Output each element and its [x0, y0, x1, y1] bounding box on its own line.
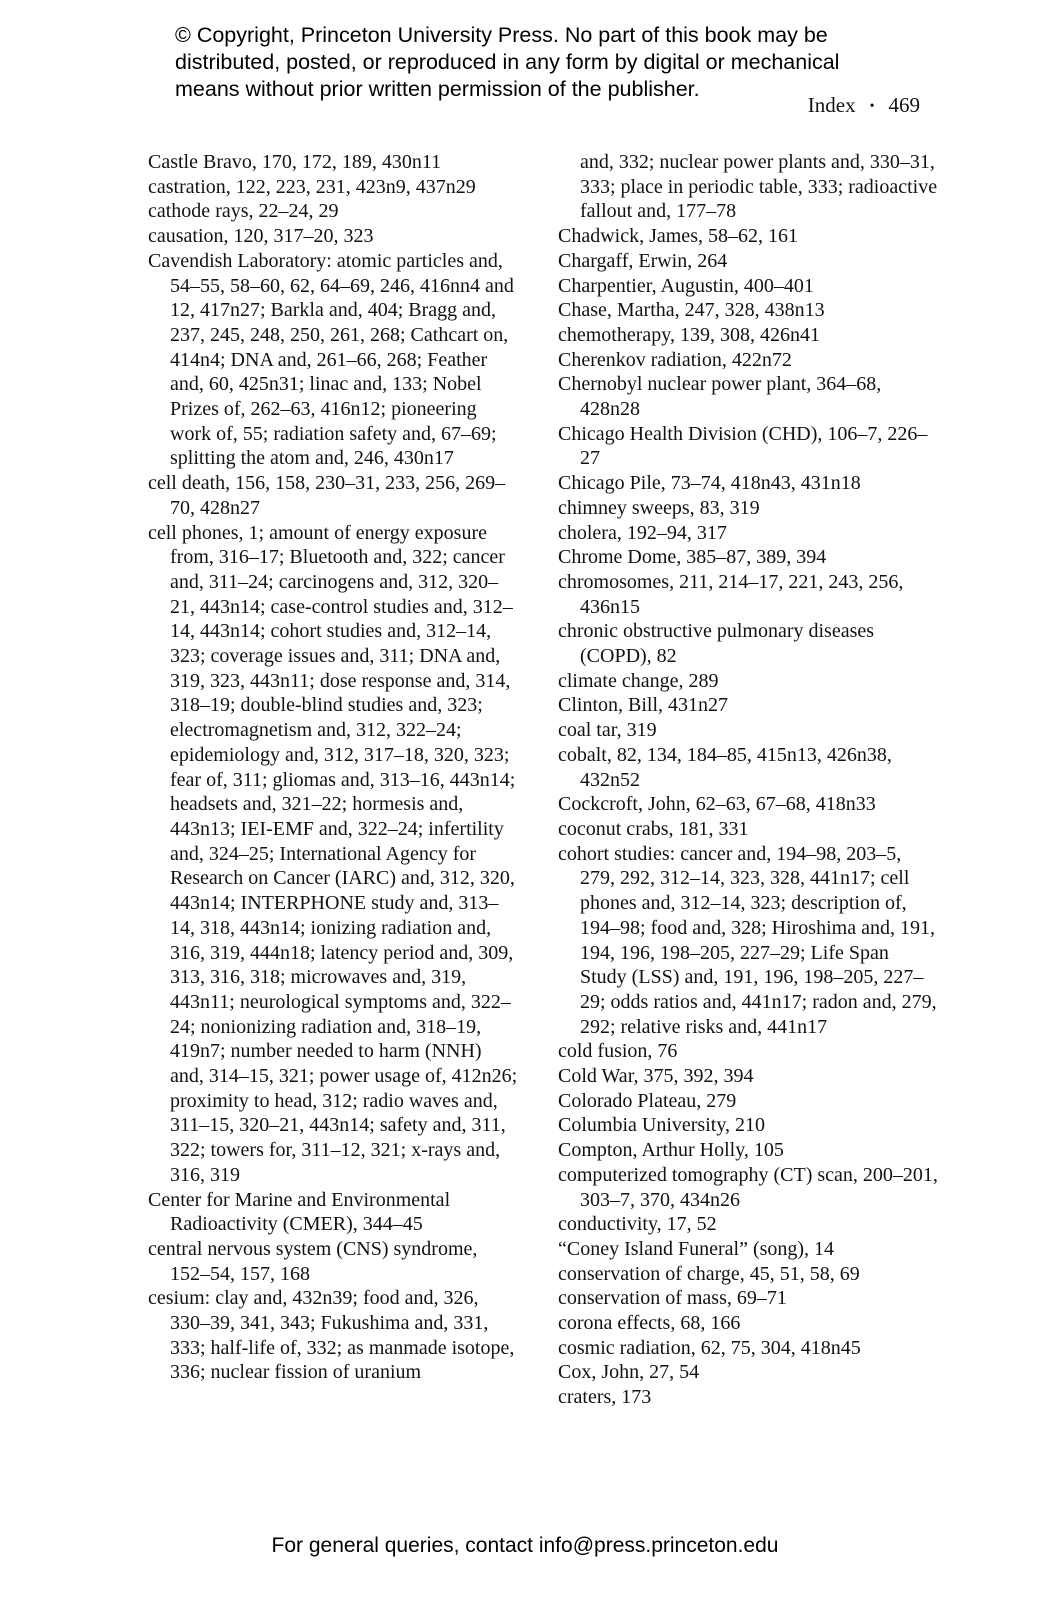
copyright-line: distributed, posted, or reproduced in any form by digital or mechanical: [175, 50, 840, 74]
index-entry: central nervous system (CNS) syndrome, 152–54, 157, 168: [148, 1237, 478, 1285]
index-entry: Chernobyl nuclear power plant, 364–68, 428n28: [558, 373, 882, 421]
index-entry: cell phones, 1; amount of energy exposure from, 316–17; Bluetooth and, 322; cancer and, 311–24; carcinogens and, 312, 320–21, 443n14; case-control studies and, 312–14, 443n14; cohort studies and, 312–14, 323; coverage issues and, 311; DNA and, 319, 323, 443n11; dose response and, 314, 318–19; double-blind studies and, 323; electromagnetism and, 312, 322–24; epidemiology and, 312, 317–18, 320, 323; fear of, 311; gliomas and, 313–16, 443n14; headsets and, 321–22; hormesis and, 443n13; IEI-EMF and, 322–24; infertility and, 324–25; International Agency for Research on Cancer (IARC) and, 312, 320, 443n14; INTERPHONE study and, 313–14, 318, 443n14; ionizing radiation and, 316, 319, 444n18; latency period and, 309, 313, 316, 318; microwaves and, 319, 443n11; neurological symptoms and, 322–24; nonionizing radiation and, 318–19, 419n7; number needed to harm (NNH) and, 314–15, 321; power usage of, 412n26; proximity to head, 312; radio waves and, 311–15, 320–21, 443n14; safety and, 311, 322; towers for, 311–12, 321; x-rays and, 316, 319: [148, 521, 518, 1186]
index-entry: cosmic radiation, 62, 75, 304, 418n45: [558, 1336, 861, 1359]
index-entry: Charpentier, Augustin, 400–401: [558, 274, 814, 297]
index-columns: [148, 150, 938, 1410]
index-entry: Chicago Health Division (CHD), 106–7, 226–27: [558, 422, 928, 470]
index-entry: cesium: clay and, 432n39; food and, 326, 330–39, 341, 343; Fukushima and, 331, 333; half-life of, 332; as manmade isotope, 336; nuclear fission of uranium: [148, 1287, 515, 1384]
page-footer: [0, 1534, 1050, 1558]
index-entry: Chicago Pile, 73–74, 418n43, 431n18: [558, 472, 861, 495]
index-entry: Center for Marine and Environmental Radioactivity (CMER), 344–45: [148, 1188, 451, 1236]
page-number: 469: [888, 93, 920, 117]
index-entry: chronic obstructive pulmonary diseases (COPD), 82: [558, 620, 875, 668]
index-entry: “Coney Island Funeral” (song), 14: [558, 1237, 835, 1260]
index-entry: Cold War, 375, 392, 394: [558, 1065, 754, 1088]
running-header: [808, 93, 920, 118]
index-entry: chromosomes, 211, 214–17, 221, 243, 256, 436n15: [558, 570, 904, 618]
index-entry: Cockcroft, John, 62–63, 67–68, 418n33: [558, 793, 876, 816]
bullet-separator-icon: •: [869, 99, 875, 114]
index-entry: Chrome Dome, 385–87, 389, 394: [558, 546, 827, 569]
index-entry: Chase, Martha, 247, 328, 438n13: [558, 299, 825, 322]
index-entry: Cox, John, 27, 54: [558, 1361, 700, 1384]
index-entry: cholera, 192–94, 317: [558, 521, 727, 544]
index-entry: conductivity, 17, 52: [558, 1213, 717, 1236]
index-entry: Chargaff, Erwin, 264: [558, 249, 728, 272]
index-entry: coconut crabs, 181, 331: [558, 817, 749, 840]
copyright-line: means without prior written permission of the publisher.: [175, 77, 700, 101]
index-entry: causation, 120, 317–20, 323: [148, 225, 374, 248]
index-entry: cold fusion, 76: [558, 1040, 678, 1063]
index-entry: coal tar, 319: [558, 719, 657, 742]
index-entry: chemotherapy, 139, 308, 426n41: [558, 323, 820, 346]
index-entry: Colorado Plateau, 279: [558, 1089, 737, 1112]
footer-text: For general queries, contact info@press.princeton.edu: [271, 1534, 779, 1557]
index-entry: Columbia University, 210: [558, 1114, 766, 1137]
index-entry: Compton, Arthur Holly, 105: [558, 1139, 784, 1162]
index-entry: Castle Bravo, 170, 172, 189, 430n11: [148, 151, 442, 173]
index-entry: cell death, 156, 158, 230–31, 233, 256, 269–70, 428n27: [148, 472, 506, 519]
section-title: Index: [807, 93, 856, 117]
index-entry: castration, 122, 223, 231, 423n9, 437n29: [148, 175, 476, 198]
copyright-line: © Copyright, Princeton University Press. No part of this book may be: [175, 23, 828, 47]
index-entry: conservation of charge, 45, 51, 58, 69: [558, 1262, 860, 1285]
left-column: [148, 150, 520, 1410]
index-entry: Clinton, Bill, 431n27: [558, 694, 729, 717]
index-entry: cobalt, 82, 134, 184–85, 415n13, 426n38, 432n52: [558, 743, 892, 791]
index-entry: chimney sweeps, 83, 319: [558, 496, 760, 519]
index-entry: Cavendish Laboratory: atomic particles and, 54–55, 58–60, 62, 64–69, 246, 416nn4 and 12, 417n27; Barkla and, 404; Bragg and, 237, 245, 248, 250, 261, 268; Cathcart on, 414n4; DNA and, 261–66, 268; Feather and, 60, 425n31; linac and, 133; Nobel Prizes of, 262–63, 416n12; pioneering work of, 55; radiation safety and, 67–69; splitting the atom and, 246, 430n17: [148, 249, 514, 470]
index-entry: cathode rays, 22–24, 29: [148, 200, 339, 223]
index-entry: computerized tomography (CT) scan, 200–201, 303–7, 370, 434n26: [558, 1163, 938, 1211]
copyright-notice: [175, 22, 839, 103]
index-entry: conservation of mass, 69–71: [558, 1287, 787, 1310]
index-entry: and, 332; nuclear power plants and, 330–31, 333; place in periodic table, 333; radioactive fallout and, 177–78: [580, 151, 938, 223]
index-entry: Chadwick, James, 58–62, 161: [558, 225, 798, 248]
index-entry: Cherenkov radiation, 422n72: [558, 348, 792, 371]
index-entry: cohort studies: cancer and, 194–98, 203–5, 279, 292, 312–14, 323, 328, 441n17; cell phones and, 312–14, 323; description of, 194–98; food and, 328; Hiroshima and, 191, 194, 196, 198–205, 227–29; Life Span Study (LSS) and, 191, 196, 198–205, 227–29; odds ratios and, 441n17; radon and, 279, 292; relative risks and, 441n17: [558, 842, 937, 1038]
index-entry: climate change, 289: [558, 669, 719, 692]
index-entry: craters, 173: [558, 1386, 652, 1409]
index-entry: corona effects, 68, 166: [558, 1312, 741, 1335]
right-column: [558, 150, 938, 1410]
